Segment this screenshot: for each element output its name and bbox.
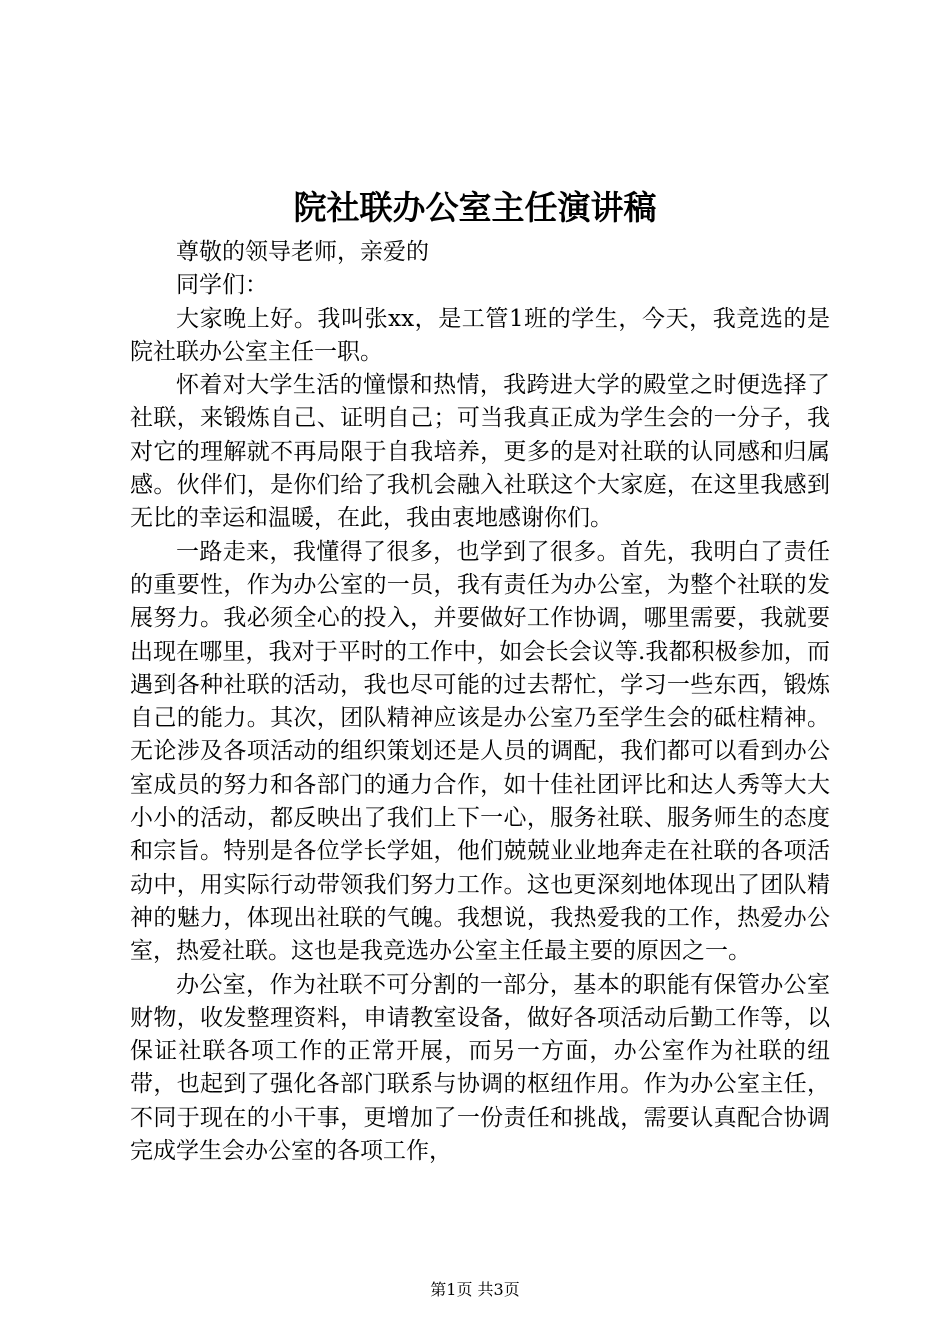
paragraph-experience: 一路走来，我懂得了很多，也学到了很多。首先，我明白了责任的重要性，作为办公室的一员，我有责任为办公室，为整个社联的发展努力。我必须全心的投入，并要做好工作协调，哪里需要，我就要出现在哪里，我对于平时的工作中，如会长会议等.我都积极参加，而遇到各种社联的活动，我也尽可能的过去帮忙，学习一些东西，锻炼自己的能力。其次，团队精神应该是办公室乃至学生会的砥柱精神。无论涉及各项活动的组织策划还是人员的调配，我们都可以看到办公室成员的努力和各部门的通力合作，如十佳社团评比和达人秀等大大小小的活动，都反映出了我们上下一心，服务社联、服务师生的态度和宗旨。特别是各位学长学姐，他们兢兢业业地奔走在社联的各项活动中，用实际行动带领我们努力工作。这也更深刻地体现出了团队精神的魅力，体现出社联的气魄。我想说，我热爱我的工作，热爱办公室，热爱社联。这也是我竞选办公室主任最主要的原因之一。: [130, 538, 830, 965]
salutation-line-1: 尊敬的领导老师，亲爱的: [176, 239, 429, 265]
document-body: [130, 236, 830, 1168]
paragraph-greeting: 大家晚上好。我叫张xx，是工管1班的学生，今天，我竞选的是院社联办公室主任一职。: [130, 305, 830, 365]
document-title: 院社联办公室主任演讲稿: [293, 188, 657, 227]
paragraph-motivation: 怀着对大学生活的憧憬和热情，我跨进大学的殿堂之时便选择了社联，来锻炼自己、证明自己；可当我真正成为学生会的一分子，我对它的理解就不再局限于自我培养，更多的是对社联的认同感和归属感。伙伴们，是你们给了我机会融入社联这个大家庭，在这里我感到无比的幸运和温暖，在此，我由衷地感谢你们。: [130, 372, 830, 532]
salutation-line-2: 同学们：: [176, 272, 268, 299]
paragraph-office-role: 办公室，作为社联不可分割的一部分，基本的职能有保管办公室财物，收发整理资料，申请教室设备，做好各项活动后勤工作等，以保证社联各项工作的正常开展，而另一方面，办公室作为社联的纽带，也起到了强化各部门联系与协调的枢纽作用。作为办公室主任，不同于现在的小干事，更增加了一份责任和挑战，需要认真配合协调完成学生会办公室的各项工作，: [130, 971, 830, 1165]
page-footer: 第1页 共3页: [430, 1280, 520, 1299]
